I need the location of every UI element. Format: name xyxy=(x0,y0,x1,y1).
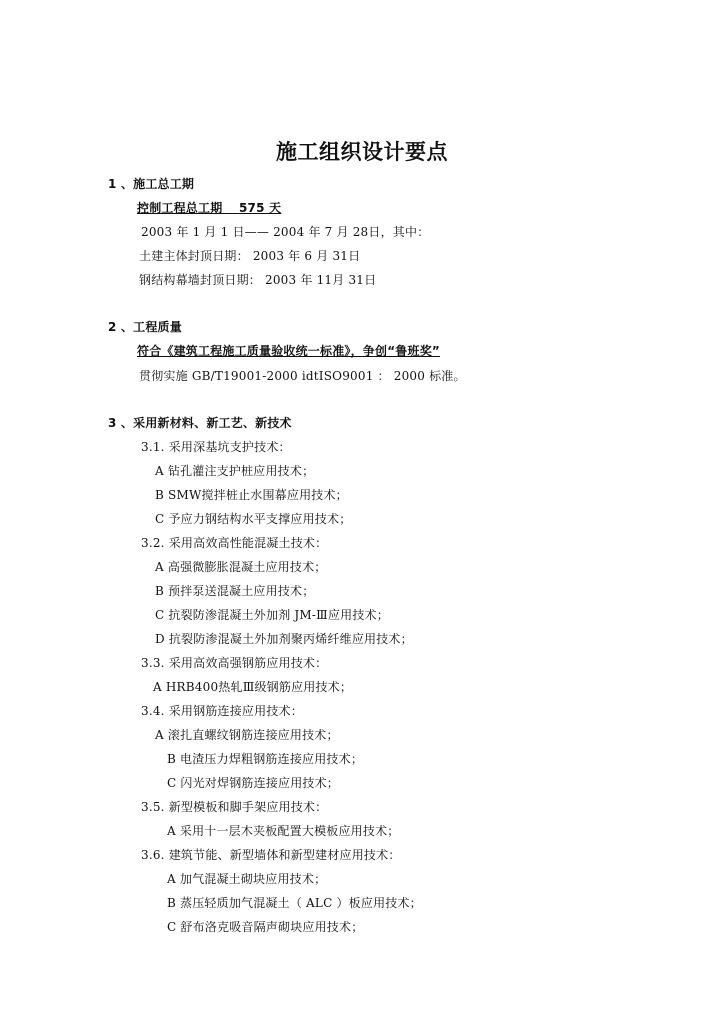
tech-3-1-a: A 钻孔灌注支护桩应用技术； xyxy=(155,464,315,478)
tech-3-2-d: D 抗裂防渗混凝土外加剂聚丙烯纤维应用技术； xyxy=(155,632,413,646)
tech-3-2-c: C 抗裂防渗混凝土外加剂 JM-Ⅲ应用技术； xyxy=(155,608,389,622)
civil-topping-line: 土建主体封顶日期： 2003 年 6 月 31日 xyxy=(139,249,361,263)
tech-3-2-a: A 高强微膨胀混凝土应用技术； xyxy=(155,560,327,574)
section-2-heading: 2 、工程质量 xyxy=(108,320,182,334)
tech-3-5: 3.5. 新型模板和脚手架应用技术： xyxy=(141,800,328,814)
tech-3-4-c: C 闪光对焊钢筋连接应用技术； xyxy=(167,776,339,790)
tech-3-6-a: A 加气混凝土砌块应用技术； xyxy=(167,872,327,886)
tech-3-4-b: B 电渣压力焊粗钢筋连接应用技术； xyxy=(167,752,364,766)
steel-topping-line: 钢结构幕墙封顶日期： 2003 年 11月 31日 xyxy=(139,273,377,287)
page-title: 施工组织设计要点 xyxy=(276,140,448,164)
period-line: 2003 年 1 月 1 日—— 2004 年 7 月 28日，其中： xyxy=(141,225,430,239)
quality-goal-line: 符合《建筑工程施工质量验收统一标准》，争创“鲁班奖” xyxy=(137,344,440,358)
tech-3-3-a: A HRB400热轧Ⅲ级钢筋应用技术； xyxy=(153,680,353,694)
tech-3-2: 3.2. 采用高效高性能混凝土技术： xyxy=(141,536,328,550)
tech-3-6: 3.6. 建筑节能、新型墙体和新型建材应用技术： xyxy=(141,848,401,862)
tech-3-4-a: A 滚扎直螺纹钢筋连接应用技术； xyxy=(155,728,339,742)
section-3-heading: 3 、采用新材料、新工艺、新技术 xyxy=(108,416,292,430)
tech-3-1-c: C 予应力钢结构水平支撑应用技术； xyxy=(155,512,352,526)
tech-3-6-b: B 蒸压轻质加气混凝土（ ALC ）板应用技术； xyxy=(167,896,422,910)
tech-3-5-a: A 采用十一层木夹板配置大模板应用技术； xyxy=(167,824,400,838)
tech-3-2-b: B 预拌泵送混凝土应用技术； xyxy=(155,584,315,598)
tech-3-6-c: C 舒布洛克吸音隔声砌块应用技术； xyxy=(167,920,364,934)
tech-3-1-b: B SMW搅拌桩止水围幕应用技术； xyxy=(155,488,348,502)
section-1-heading: 1 、施工总工期 xyxy=(108,177,195,191)
standard-line: 贯彻实施 GB/T19001-2000 idtISO9001 ： 2000 标准。 xyxy=(139,369,466,383)
tech-3-1: 3.1. 采用深基坑支护技术： xyxy=(141,440,291,454)
tech-3-3: 3.3. 采用高效高强钢筋应用技术： xyxy=(141,656,328,670)
total-duration-line: 控制工程总工期 575 天 xyxy=(137,201,282,215)
tech-3-4: 3.4. 采用钢筋连接应用技术： xyxy=(141,704,303,718)
